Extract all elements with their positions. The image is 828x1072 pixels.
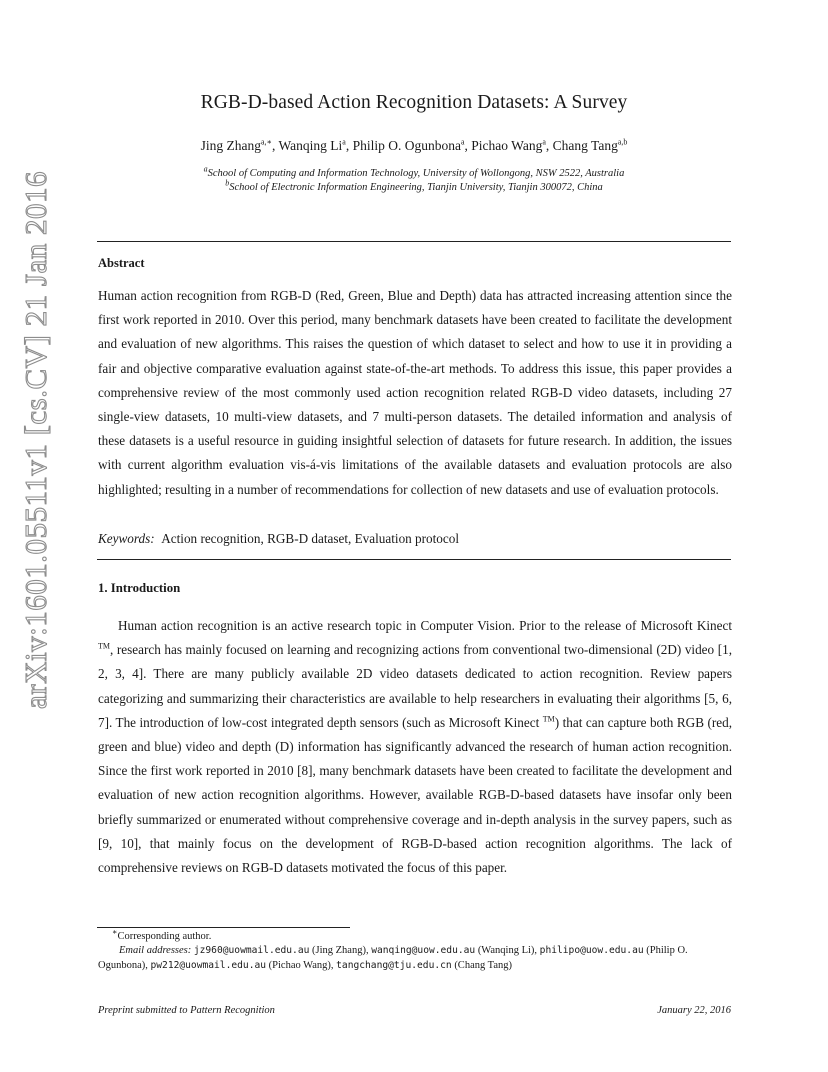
author-affiliation-mark: a,∗ bbox=[260, 137, 272, 147]
footnote-marker: ∗ bbox=[112, 927, 118, 937]
author-separator: , bbox=[464, 138, 472, 153]
email-address: pw212@uowmail.edu.au bbox=[150, 959, 267, 971]
author-name: Pichao Wang bbox=[471, 138, 543, 153]
trademark-mark: TM bbox=[542, 714, 555, 724]
horizontal-rule bbox=[97, 559, 731, 560]
section-heading-introduction: 1. Introduction bbox=[98, 581, 181, 595]
email-owner: (Philip O. Ogunbona), bbox=[98, 945, 688, 971]
introduction-body bbox=[98, 614, 732, 880]
author-separator: , bbox=[271, 138, 279, 153]
intro-text-part: , research has mainly focused on learning and recognizing actions from conventional two-dimensional (2D) video [1, 2, 3, 4]. There are many publicly available 2D video datasets dedicated to action recognition. Review papers categorizing and summarizing their characteristics are available to help researchers in evaluating their algorithms [5, 6, 7]. The introduction of low-cost integrated depth sensors (such as Microsoft Kinect bbox=[98, 642, 732, 730]
author-name: Chang Tang bbox=[552, 138, 618, 153]
arxiv-stamp: arXiv:1601.05511v1 [cs.CV] 21 Jan 2016 bbox=[18, 171, 53, 709]
email-address: wanqing@uow.edu.au bbox=[371, 945, 476, 956]
author-name: Jing Zhang bbox=[200, 138, 261, 153]
author-affiliation-mark: a,b bbox=[617, 137, 628, 147]
author-list bbox=[0, 138, 828, 154]
keywords-label: Keywords: bbox=[98, 531, 155, 546]
footer-date: January 22, 2016 bbox=[657, 1005, 731, 1016]
email-owner: (Pichao Wang), bbox=[266, 959, 337, 971]
footer-journal: Preprint submitted to Pattern Recognition bbox=[98, 1005, 275, 1016]
affiliation bbox=[0, 178, 828, 193]
author-separator: , bbox=[545, 138, 553, 153]
affiliation-text: School of Electronic Information Engineering, Tianjin University, Tianjin 300072, China bbox=[229, 182, 603, 193]
abstract-body: Human action recognition from RGB-D (Red, Green, Blue and Depth) data has attracted increasing attention since the first work reported in 2010. Over this period, many benchmark datasets have been created to facilitate the development and evaluation of new algorithms. This raises the question of which dataset to select and how to use it in providing a fair and objective comparative evaluation against state-of-the-art methods. To address this issue, this paper provides a comprehensive review of the most commonly used action recognition related RGB-D video datasets, including 27 single-view datasets, 10 multi-view datasets, and 7 multi-person datasets. The detailed information and analysis of these datasets is a useful resource in guiding insightful selection of datasets for future research. In addition, the issues with current algorithm evaluation vis-á-vis limitations of the available datasets and evaluation protocols are also highlighted; resulting in a number of recommendations for collection of new datasets and use of evaluation protocols. bbox=[98, 288, 732, 497]
abstract-heading: Abstract bbox=[98, 256, 145, 270]
intro-text-part: ) that can capture both RGB (red, green and blue) video and depth (D) information has significantly advanced the research of human action recognition. Since the first work reported in 2010 [8], many benchmark datasets have been created to facilitate the development and evaluation of new action recognition algorithms. However, available RGB-D-based datasets have insofar only been briefly summarized or enumerated without comprehensive coverage and in-depth analysis in the survey papers, such as [9, 10], that mainly focus on the development of RGB-D-based action recognition algorithms. The lack of comprehensive reviews on RGB-D datasets motivated the focus of this paper. bbox=[98, 714, 732, 876]
email-label: Email addresses: bbox=[119, 945, 192, 956]
author-name: Wanqing Li bbox=[278, 138, 343, 153]
email-owner: (Wanqing Li), bbox=[475, 945, 540, 956]
intro-text-part: Human action recognition is an active research topic in Computer Vision. Prior to the release of Microsoft Kinect bbox=[118, 618, 732, 633]
keywords-line bbox=[98, 531, 459, 547]
paper-title: RGB-D-based Action Recognition Datasets: A Survey bbox=[200, 92, 628, 113]
footnote-corresponding bbox=[112, 927, 746, 945]
affiliation-mark: b bbox=[225, 178, 230, 188]
affiliation-mark: a bbox=[203, 164, 208, 174]
footnote-text: Corresponding author. bbox=[117, 931, 212, 942]
footnote-rule bbox=[97, 927, 350, 928]
affiliation bbox=[0, 164, 828, 179]
author-affiliation-mark: a bbox=[460, 137, 465, 147]
affiliation-text: School of Computing and Information Technology, University of Wollongong, NSW 2522, Australia bbox=[207, 168, 625, 179]
author-name: Philip O. Ogunbona bbox=[352, 138, 461, 153]
author-affiliation-mark: a bbox=[542, 137, 546, 147]
email-address: jz960@uowmail.edu.au bbox=[193, 945, 310, 956]
author-separator: , bbox=[345, 138, 353, 153]
email-owner: (Jing Zhang), bbox=[309, 945, 372, 956]
email-owner: (Chang Tang) bbox=[451, 959, 512, 971]
email-address: philipo@uow.edu.au bbox=[539, 945, 644, 956]
footnote-emails bbox=[98, 944, 732, 973]
keywords-text: Action recognition, RGB-D dataset, Evaluation protocol bbox=[161, 531, 459, 546]
author-affiliation-mark: a bbox=[342, 137, 346, 147]
trademark-mark: TM bbox=[98, 641, 110, 651]
horizontal-rule bbox=[97, 241, 731, 242]
email-address: tangchang@tju.edu.cn bbox=[336, 959, 452, 971]
